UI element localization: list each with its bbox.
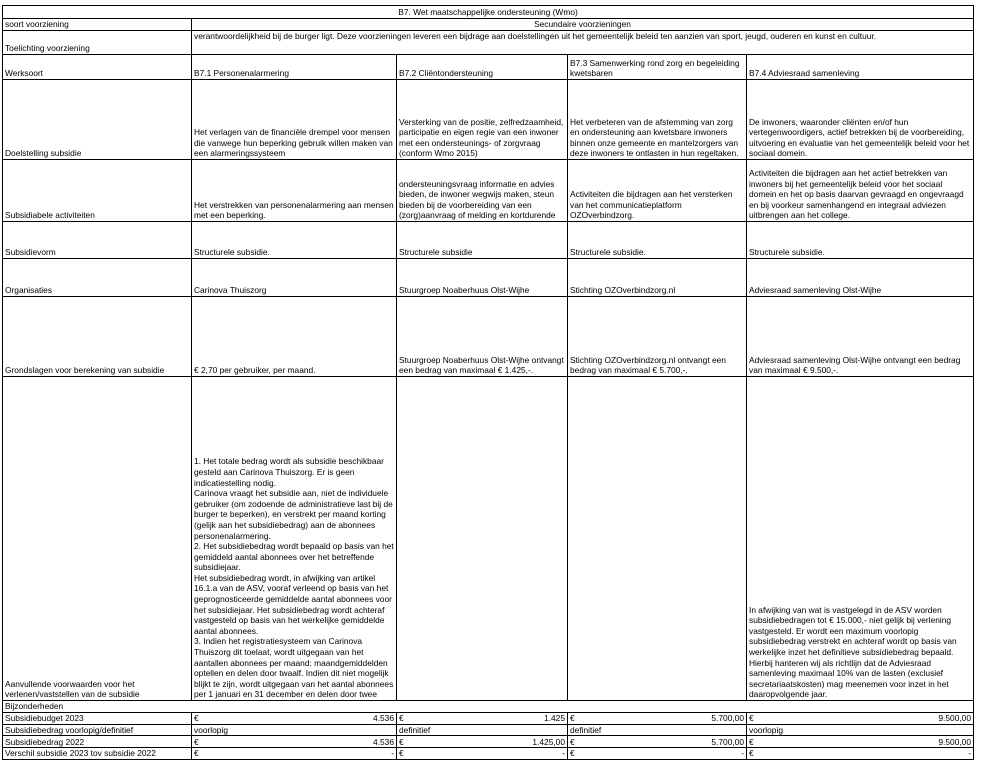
organisatie-cell: Stichting OZOverbindzorg.nl xyxy=(568,259,747,297)
currency-symbol: € xyxy=(194,736,199,747)
activiteiten-cell: Het verstrekken van personenalarmering aan mensen met een beperking. xyxy=(192,160,397,222)
row-label-organisaties: Organisaties xyxy=(3,259,192,297)
budget2023-cell xyxy=(192,712,397,724)
currency-symbol: € xyxy=(570,748,575,759)
currency-symbol: € xyxy=(749,713,754,723)
row-label-grondslagen: Grondslagen voor berekening van subsidie xyxy=(3,297,192,377)
currency-symbol: € xyxy=(194,713,199,723)
budget2023-cell xyxy=(747,712,974,724)
row-label-voorwaarden: Aanvullende voorwaarden voor het verlenen/vaststellen van de subsidie xyxy=(3,377,192,701)
amount: 9.500,00 xyxy=(938,713,971,723)
amount: 4.536 xyxy=(373,713,394,723)
werksoort-cell: B7.2 Cliëntondersteuning xyxy=(397,55,568,80)
verschil-cell xyxy=(747,748,974,760)
voorwaarden-cell xyxy=(568,377,747,701)
currency-symbol: € xyxy=(570,736,575,747)
activiteiten-cell: Activiteiten die bijdragen aan het actief betrekken van inwoners bij het gemeentelijk beleid voor het sociaal domein en het op basis daarvan gevraagd en ongevraagd en bij voorkeur samenhangend en integraal adviezen uitbrengen aan het college. xyxy=(747,160,974,222)
toelichting-value: verantwoordelijkheid bij de burger ligt. Deze voorzieningen leveren een bijdrage aan doelstellingen uit het gemeentelijk beleid ten aanzien van sport, jeugd, ouderen en kunst en cultuur. xyxy=(192,31,974,55)
voorwaarden-cell: In afwijking van wat is vastgelegd in de ASV worden subsidiebedragen tot € 15.000,- niet gelijk bij verlening vastgesteld. Er wordt een maximum voorlopig subsidiebedrag verstrekt en achteraf wordt op basis van werkelijke inzet het definitieve subsidiebedrag bepaald. Hierbij hanteren wij als richtlijn dat de Adviesraad samenleving maximaal 10% van de lasten (exclusief secretariaatskosten) mag meenemen voor inzet in het daaropvolgende jaar. xyxy=(747,377,974,701)
row-label-verschil: Verschil subsidie 2023 tov subsidie 2022 xyxy=(3,748,192,760)
row-label-bijzonderheden: Bijzonderheden xyxy=(3,701,974,713)
amount: 4.536 xyxy=(373,736,394,747)
voorwaarden-cell: 1. Het totale bedrag wordt als subsidie beschikbaar gesteld aan Carinova Thuiszorg. Er is geen indicatiestelling nodig. Carinova vraagt het subsidie aan, niet de individuele gebruiker (om zodoende de administratieve last bij de burger te beperken), en verstrekt per maand korting (gelijk aan het subsidiebedrag) aan de abonnees personenalarmering. 2. Het subsidiebedrag wordt bepaald op basis van het gemiddeld aantal abonnees over het betreffende subsidiejaar. Het subsidiebedrag wordt, in afwijking van artikel 16.1.a van de ASV, vooraf verleend op basis van het geprognosticeerde gemiddelde aantal abonnees voor het subsidiejaar. Het subsidiebedrag wordt achteraf vastgesteld op basis van het werkelijke gemiddelde aantal abonnees. 3. Indien het registratiesysteem van Carinova Thuiszorg dit toelaat, wordt uitgegaan van het aantallen abonnees per maand: maandgemiddelden optellen en delen door twaalf. Indien dit niet mogelijk blijkt te zijn, wordt uitgegaan van het aantal abonnees per 1 januari en 31 december en delen door twee xyxy=(192,377,397,701)
voorlopig-cell: definitief xyxy=(397,724,568,736)
amount: 1.425,00 xyxy=(532,736,565,747)
amount: 5.700,00 xyxy=(711,736,744,747)
currency-symbol: € xyxy=(194,748,199,759)
subsidievorm-cell: Structurele subsidie. xyxy=(192,222,397,259)
voorlopig-cell: definitief xyxy=(568,724,747,736)
bedrag2022-cell xyxy=(747,736,974,748)
row-label-soort: soort voorziening xyxy=(3,19,192,31)
currency-symbol: € xyxy=(399,736,404,747)
subsidievorm-cell: Structurele subsidie xyxy=(397,222,568,259)
currency-symbol: € xyxy=(399,713,404,723)
grondslagen-cell: Stichting OZOverbindzorg.nl ontvangt een bedrag van maximaal € 5.700,-. xyxy=(568,297,747,377)
werksoort-cell: B7.1 Personenalarmering xyxy=(192,55,397,80)
subsidievorm-cell: Structurele subsidie. xyxy=(747,222,974,259)
doelstelling-cell: Het verbeteren van de afstemming van zorg en ondersteuning aan kwetsbare inwoners binnen onze gemeente en mantelzorgers van deze inwoners te ontlasten in hun regeltaken. xyxy=(568,80,747,160)
doelstelling-cell: Versterking van de positie, zelfredzaamheid, participatie en eigen regie van een inwoner met een ondersteunings- of zorgvraag (conform Wmo 2015) xyxy=(397,80,568,160)
table-title: B7. Wet maatschappelijke ondersteuning (Wmo) xyxy=(3,6,974,19)
soort-value: Secundaire voorzieningen xyxy=(192,19,974,31)
subsidievorm-cell: Structurele subsidie. xyxy=(568,222,747,259)
grondslagen-cell: Stuurgroep Noaberhuus Olst-Wijhe ontvangt een bedrag van maximaal € 1.425,-. xyxy=(397,297,568,377)
currency-symbol: € xyxy=(570,713,575,723)
currency-symbol: € xyxy=(399,748,404,759)
amount: - xyxy=(391,748,394,759)
row-label-voorlopig: Subsidiebedrag voorlopig/definitief xyxy=(3,724,192,736)
wmo-subsidy-table xyxy=(2,5,974,760)
currency-symbol: € xyxy=(749,736,754,747)
row-label-doelstelling: Doelstelling subsidie xyxy=(3,80,192,160)
doelstelling-cell: De inwoners, waaronder cliënten en/of hun vertegenwoordigers, actief betrekken bij de voorbereiding, uitvoering en evaluatie van het gemeentelijk beleid voor het sociaal domein. xyxy=(747,80,974,160)
amount: 5.700,00 xyxy=(711,713,744,723)
bedrag2022-cell xyxy=(397,736,568,748)
row-label-budget2023: Subsidiebudget 2023 xyxy=(3,712,192,724)
amount: - xyxy=(741,748,744,759)
bedrag2022-cell xyxy=(568,736,747,748)
row-label-subsidievorm: Subsidievorm xyxy=(3,222,192,259)
row-label-activiteiten: Subsidiabele activiteiten xyxy=(3,160,192,222)
verschil-cell xyxy=(568,748,747,760)
werksoort-cell: B7.4 Adviesraad samenleving xyxy=(747,55,974,80)
voorwaarden-cell xyxy=(397,377,568,701)
grondslagen-cell: € 2,70 per gebruiker, per maand. xyxy=(192,297,397,377)
amount: 9.500,00 xyxy=(938,736,971,747)
budget2023-cell xyxy=(568,712,747,724)
voorlopig-cell: voorlopig xyxy=(747,724,974,736)
currency-symbol: € xyxy=(749,748,754,759)
organisatie-cell: Carinova Thuiszorg xyxy=(192,259,397,297)
bedrag2022-cell xyxy=(192,736,397,748)
row-label-bedrag2022: Subsidiebedrag 2022 xyxy=(3,736,192,748)
doelstelling-cell: Het verlagen van de financiële drempel voor mensen die vanwege hun beperking gebruik willen maken van een alarmeringssysteem xyxy=(192,80,397,160)
amount: - xyxy=(562,748,565,759)
amount: 1.425 xyxy=(544,713,565,723)
budget2023-cell xyxy=(397,712,568,724)
amount: - xyxy=(968,748,971,759)
voorlopig-cell: voorlopig xyxy=(192,724,397,736)
werksoort-cell: B7.3 Samenwerking rond zorg en begeleiding kwetsbaren xyxy=(568,55,747,80)
activiteiten-cell: ondersteuningsvraag informatie en advies bieden, de inwoner wegwijs maken, steun bieden bij de voorbereiding van een (zorg)aanvraag of melding en kortdurende xyxy=(397,160,568,222)
organisatie-cell: Stuurgroep Noaberhuus Olst-Wijhe xyxy=(397,259,568,297)
verschil-cell xyxy=(192,748,397,760)
grondslagen-cell: Adviesraad samenleving Olst-Wijhe ontvangt een bedrag van maximaal € 9.500,-. xyxy=(747,297,974,377)
row-label-toelichting: Toelichting voorziening xyxy=(3,31,192,55)
row-label-werksoort: Werksoort xyxy=(3,55,192,80)
activiteiten-cell: Activiteiten die bijdragen aan het versterken van het communicatieplatform OZOverbindzorg. xyxy=(568,160,747,222)
verschil-cell xyxy=(397,748,568,760)
organisatie-cell: Adviesraad samenleving Olst-Wijhe xyxy=(747,259,974,297)
